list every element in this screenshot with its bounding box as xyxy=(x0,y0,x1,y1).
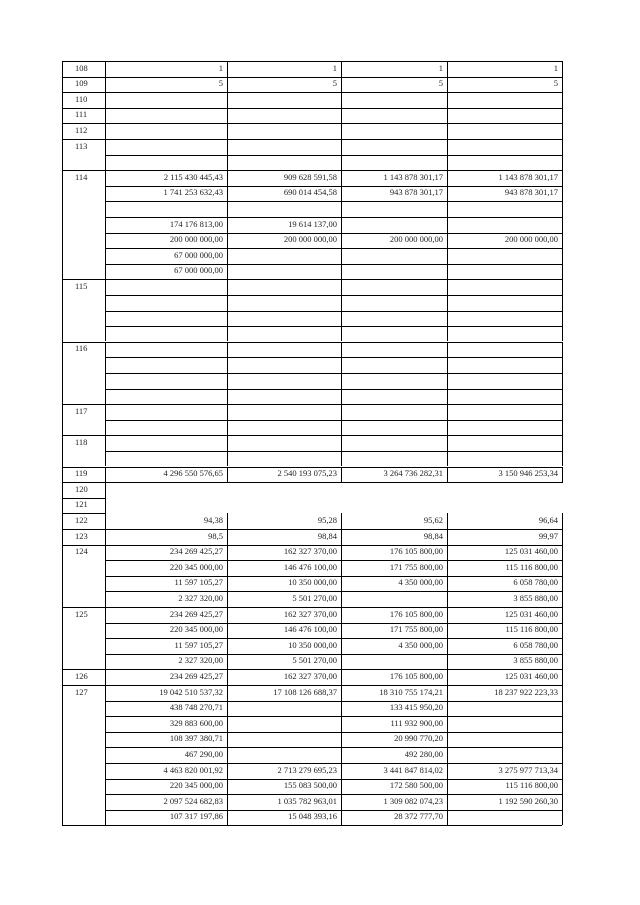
table-cell: 96,64 xyxy=(538,514,558,525)
table-cell: 1 741 253 632,43 xyxy=(163,187,223,198)
table-cell: 125 031 460,00 xyxy=(504,608,558,619)
table-cell: 162 327 370,00 xyxy=(283,608,337,619)
table-cell: 234 269 425,27 xyxy=(169,670,223,681)
column-divider xyxy=(562,435,563,466)
table-cell: 3 855 880,00 xyxy=(513,592,558,603)
table-cell: 1 192 590 260,30 xyxy=(498,795,558,806)
column-divider xyxy=(562,92,563,108)
column-divider xyxy=(447,529,448,545)
cell-divider xyxy=(105,123,562,124)
column-divider xyxy=(227,92,228,108)
table-cell: 943 878 301,17 xyxy=(504,187,558,198)
table-cell: 234 269 425,27 xyxy=(169,608,223,619)
column-divider xyxy=(105,61,106,77)
cell-divider xyxy=(105,591,562,592)
column-divider xyxy=(227,513,228,529)
table-cell: 162 327 370,00 xyxy=(283,670,337,681)
cell-divider xyxy=(105,201,562,202)
column-divider xyxy=(227,685,228,825)
table-cell: 943 878 301,17 xyxy=(389,187,443,198)
table-cell: 10 350 000,00 xyxy=(288,639,337,650)
cell-divider xyxy=(105,389,562,390)
table-cell: 5 xyxy=(218,78,223,89)
table-cell: 98,5 xyxy=(208,530,223,541)
cell-divider xyxy=(105,155,562,156)
table-cell: 690 014 454,58 xyxy=(283,187,337,198)
row-number: 118 xyxy=(75,436,88,447)
table-cell: 111 932 900,00 xyxy=(390,717,443,728)
table-cell: 95,28 xyxy=(317,514,337,525)
column-divider xyxy=(447,685,448,825)
column-divider xyxy=(227,108,228,124)
table-cell: 5 501 270,00 xyxy=(292,655,337,666)
column-divider xyxy=(562,467,563,483)
row-number: 124 xyxy=(75,546,88,557)
table-cell: 176 105 800,00 xyxy=(389,670,443,681)
cell-divider xyxy=(105,326,562,327)
column-divider xyxy=(562,669,563,685)
cell-divider xyxy=(105,311,562,312)
row-number: 115 xyxy=(75,280,88,291)
table-cell: 200 000 000,00 xyxy=(283,234,337,245)
table-cell: 15 048 393,16 xyxy=(288,811,337,822)
column-divider xyxy=(227,529,228,545)
column-divider xyxy=(105,123,106,139)
table-cell: 162 327 370,00 xyxy=(283,546,337,557)
table-cell: 125 031 460,00 xyxy=(504,670,558,681)
table-cell: 909 628 591,58 xyxy=(283,171,337,182)
table-cell: 108 397 380,71 xyxy=(169,733,223,744)
table-cell: 5 xyxy=(438,78,443,89)
row-number: 114 xyxy=(75,171,88,182)
table-cell: 1 035 782 963,01 xyxy=(277,795,337,806)
row-number: 122 xyxy=(75,514,88,525)
table-cell: 95,62 xyxy=(423,514,443,525)
table-cell: 329 883 600,00 xyxy=(169,717,223,728)
table-cell: 2 327 320,00 xyxy=(178,592,223,603)
column-divider xyxy=(562,607,563,669)
cell-divider xyxy=(105,357,562,358)
column-divider xyxy=(341,279,342,341)
row-number: 112 xyxy=(75,124,88,135)
column-divider xyxy=(562,513,563,529)
table-cell: 11 597 105,27 xyxy=(174,639,223,650)
table-cell: 172 580 500,00 xyxy=(389,780,443,791)
column-divider xyxy=(105,279,106,341)
table-cell: 125 031 460,00 xyxy=(504,546,558,557)
column-divider xyxy=(447,669,448,685)
column-divider xyxy=(562,279,563,341)
cell-divider xyxy=(105,420,562,421)
row-number-divider xyxy=(62,825,105,826)
table-cell: 200 000 000,00 xyxy=(389,234,443,245)
column-divider xyxy=(105,482,106,498)
column-divider xyxy=(447,467,448,483)
table-cell: 174 176 813,00 xyxy=(169,218,223,229)
table-cell: 1 xyxy=(332,62,337,73)
row-number-divider xyxy=(62,279,105,280)
table-top-border xyxy=(62,61,562,62)
column-divider xyxy=(562,108,563,124)
table-cell: 146 476 100,00 xyxy=(283,624,337,635)
column-divider xyxy=(105,77,106,93)
column-divider xyxy=(105,467,106,483)
table-cell: 3 855 880,00 xyxy=(513,655,558,666)
table-cell: 2 327 320,00 xyxy=(178,655,223,666)
table-cell: 11 597 105,27 xyxy=(174,577,223,588)
table-cell: 67 000 000,00 xyxy=(174,249,223,260)
row-number: 113 xyxy=(75,140,88,151)
column-divider xyxy=(105,108,106,124)
cell-divider xyxy=(105,92,562,93)
row-number: 109 xyxy=(75,78,88,89)
row-number-divider xyxy=(62,123,105,124)
column-divider xyxy=(341,108,342,124)
cell-divider xyxy=(105,373,562,374)
column-divider xyxy=(105,685,106,825)
table-cell: 99,97 xyxy=(538,530,558,541)
row-number: 110 xyxy=(75,93,88,104)
table-cell: 4 350 000,00 xyxy=(398,639,443,650)
cell-divider xyxy=(105,669,562,670)
table-cell: 4 350 000,00 xyxy=(398,577,443,588)
column-divider xyxy=(341,669,342,685)
column-divider xyxy=(562,529,563,545)
cell-divider xyxy=(105,825,562,826)
column-divider xyxy=(562,685,563,825)
column-divider xyxy=(227,669,228,685)
column-divider xyxy=(105,498,106,514)
column-divider xyxy=(227,61,228,77)
column-divider xyxy=(562,123,563,139)
table-cell: 3 264 736 282,31 xyxy=(383,468,443,479)
table-cell: 220 345 000,00 xyxy=(169,780,223,791)
cell-divider xyxy=(105,279,562,280)
column-divider xyxy=(447,513,448,529)
table-cell: 3 275 977 713,34 xyxy=(498,764,558,775)
cell-divider xyxy=(105,482,562,483)
row-number: 120 xyxy=(75,483,88,494)
column-divider xyxy=(227,123,228,139)
column-divider xyxy=(447,279,448,341)
table-cell: 98,84 xyxy=(423,530,443,541)
table-cell: 234 269 425,27 xyxy=(169,546,223,557)
table-cell: 17 108 126 688,37 xyxy=(273,686,337,697)
table-cell: 3 441 847 814,02 xyxy=(383,764,443,775)
table-cell: 28 372 777,70 xyxy=(394,811,443,822)
column-divider xyxy=(105,513,106,529)
table-cell: 19 614 137,00 xyxy=(288,218,337,229)
column-divider xyxy=(562,77,563,93)
row-number: 108 xyxy=(75,62,88,73)
table-cell: 2 097 524 682,83 xyxy=(163,795,223,806)
column-divider xyxy=(341,529,342,545)
table-cell: 220 345 000,00 xyxy=(169,561,223,572)
row-number: 119 xyxy=(75,468,88,479)
cell-divider xyxy=(105,404,562,405)
table-cell: 200 000 000,00 xyxy=(169,234,223,245)
column-divider xyxy=(562,61,563,77)
column-divider xyxy=(341,513,342,529)
table-cell: 115 116 800,00 xyxy=(505,561,558,572)
table-cell: 67 000 000,00 xyxy=(174,265,223,276)
table-cell: 1 143 878 301,17 xyxy=(498,171,558,182)
column-divider xyxy=(341,467,342,483)
column-divider xyxy=(341,77,342,93)
table-cell: 115 116 800,00 xyxy=(505,780,558,791)
table-cell: 6 058 780,00 xyxy=(513,577,558,588)
row-number: 127 xyxy=(75,686,88,697)
column-divider xyxy=(562,170,563,279)
row-number-divider xyxy=(62,513,105,514)
table-cell: 4 296 550 576,65 xyxy=(163,468,223,479)
row-number: 111 xyxy=(75,109,88,120)
table-cell: 146 476 100,00 xyxy=(283,561,337,572)
table-cell: 5 xyxy=(553,78,558,89)
column-divider xyxy=(447,77,448,93)
column-divider xyxy=(105,669,106,685)
column-divider xyxy=(341,123,342,139)
cell-divider xyxy=(105,108,562,109)
cell-divider xyxy=(105,295,562,296)
table-left-border xyxy=(62,61,63,825)
table-cell: 19 042 510 537,32 xyxy=(159,686,223,697)
cell-divider xyxy=(105,342,562,343)
table-cell: 4 463 820 001,92 xyxy=(163,764,223,775)
cell-divider xyxy=(105,451,562,452)
table-cell: 467 290,00 xyxy=(184,748,223,759)
cell-divider xyxy=(105,139,562,140)
cell-divider xyxy=(105,747,562,748)
table-cell: 176 105 800,00 xyxy=(389,546,443,557)
cell-divider xyxy=(105,435,562,436)
table-cell: 5 501 270,00 xyxy=(292,592,337,603)
column-divider xyxy=(562,404,563,435)
table-cell: 20 990 770,20 xyxy=(394,733,443,744)
row-number: 121 xyxy=(75,499,88,510)
table-cell: 438 748 270,71 xyxy=(169,702,223,713)
table-cell: 176 105 800,00 xyxy=(389,608,443,619)
column-divider xyxy=(105,529,106,545)
data-table xyxy=(62,61,562,846)
row-number: 116 xyxy=(75,343,88,354)
table-cell: 115 116 800,00 xyxy=(505,624,558,635)
row-number: 123 xyxy=(75,530,88,541)
column-divider xyxy=(447,123,448,139)
table-cell: 107 317 197,86 xyxy=(169,811,223,822)
table-cell: 1 309 082 074,23 xyxy=(383,795,443,806)
table-cell: 133 415 950,20 xyxy=(389,702,443,713)
table-cell: 200 000 000,00 xyxy=(504,234,558,245)
table-cell: 94,38 xyxy=(203,514,223,525)
column-divider xyxy=(447,92,448,108)
table-cell: 18 237 922 223,33 xyxy=(494,686,558,697)
column-divider xyxy=(227,77,228,93)
table-cell: 220 345 000,00 xyxy=(169,624,223,635)
table-cell: 1 xyxy=(553,62,558,73)
column-divider xyxy=(447,108,448,124)
table-cell: 1 xyxy=(218,62,223,73)
table-cell: 5 xyxy=(332,78,337,89)
column-divider xyxy=(341,61,342,77)
table-cell: 6 058 780,00 xyxy=(513,639,558,650)
table-cell: 2 540 193 075,23 xyxy=(277,468,337,479)
column-divider xyxy=(341,685,342,825)
table-cell: 2 115 430 445,43 xyxy=(163,171,223,182)
row-number-divider xyxy=(62,669,105,670)
row-number-divider xyxy=(62,435,105,436)
column-divider xyxy=(447,61,448,77)
table-cell: 18 310 755 174,21 xyxy=(379,686,443,697)
column-divider xyxy=(562,545,563,607)
table-cell: 3 150 946 253,34 xyxy=(498,468,558,479)
table-cell: 1 143 878 301,17 xyxy=(383,171,443,182)
table-cell: 98,84 xyxy=(317,530,337,541)
column-divider xyxy=(105,92,106,108)
table-cell: 171 755 800,00 xyxy=(389,561,443,572)
column-divider xyxy=(227,279,228,341)
table-cell: 10 350 000,00 xyxy=(288,577,337,588)
table-cell: 171 755 800,00 xyxy=(389,624,443,635)
column-divider xyxy=(562,342,563,404)
table-cell: 2 713 279 695,23 xyxy=(277,764,337,775)
row-number: 126 xyxy=(75,670,88,681)
row-number: 125 xyxy=(75,608,88,619)
table-cell: 155 083 500,00 xyxy=(283,780,337,791)
column-divider xyxy=(562,139,563,170)
table-cell: 1 xyxy=(438,62,443,73)
row-number: 117 xyxy=(75,405,88,416)
column-divider xyxy=(227,467,228,483)
column-divider xyxy=(341,92,342,108)
table-cell: 492 280,00 xyxy=(404,748,443,759)
